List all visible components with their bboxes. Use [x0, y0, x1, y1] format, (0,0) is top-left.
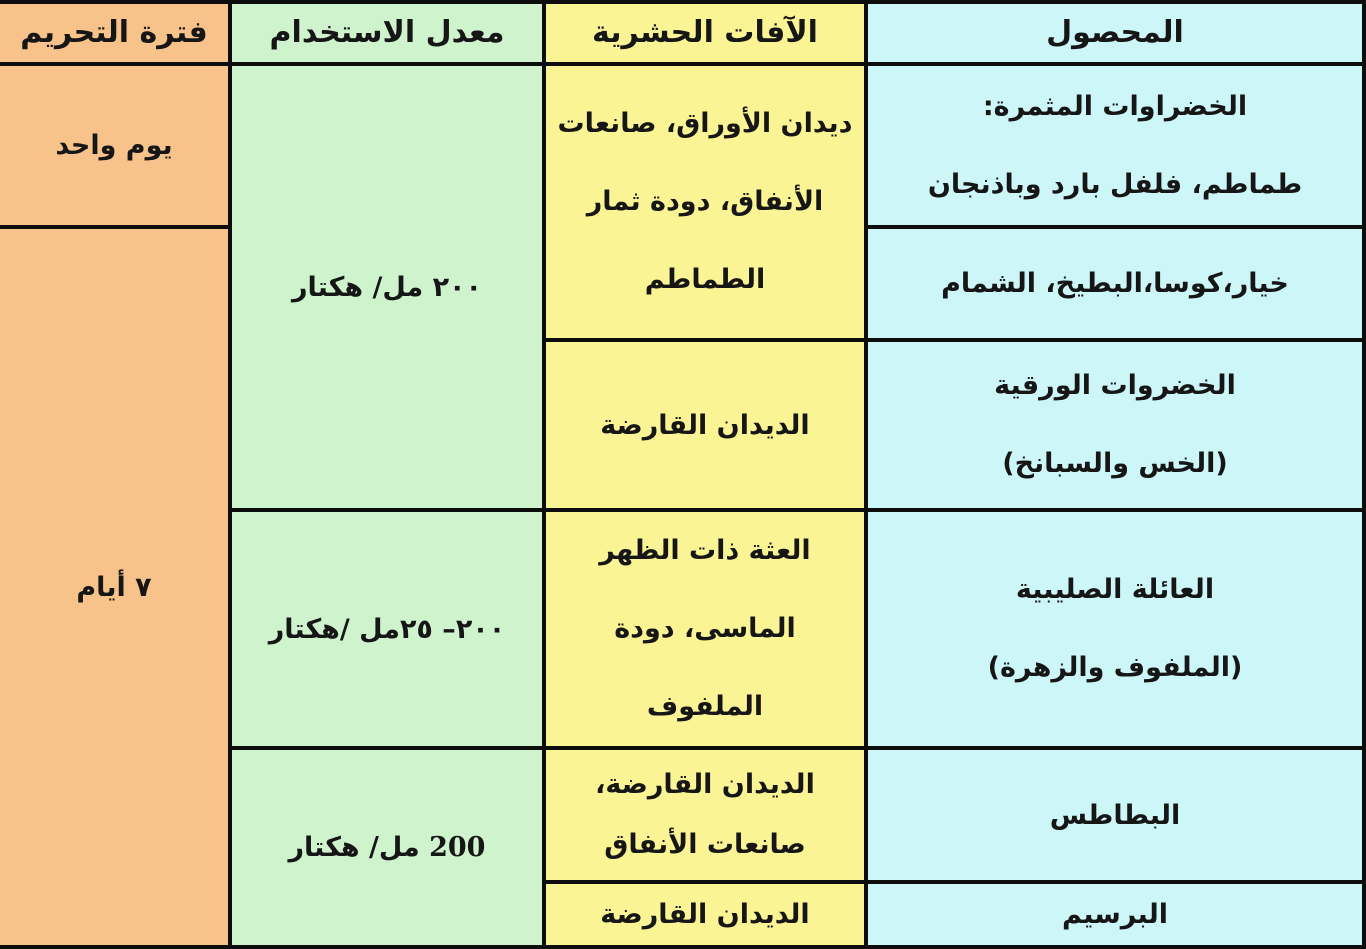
crop-leafy-title: الخضروات الورقية	[994, 370, 1236, 401]
cell-crop-clover: البرسيم	[866, 882, 1364, 947]
pests-crucifers-line2: الماسى، دودة الملفوف	[614, 613, 796, 722]
col-header-rate: معدل الاستخدام	[230, 2, 544, 64]
cell-rate-top: ٢٠٠ مل/ هكتار	[230, 64, 544, 510]
col-header-pests: الآفات الحشرية	[544, 2, 866, 64]
crop-fruiting-items: طماطم، فلفل بارد وباذنجان	[927, 168, 1303, 200]
cell-period-one-day: يوم واحد	[0, 64, 230, 227]
header-row	[0, 2, 1364, 64]
cell-period-seven-days: ٧ أيام	[0, 227, 230, 947]
pests-fruiting-line1: ديدان الأوراق، صانعات	[557, 108, 853, 139]
cell-pests-fruiting	[544, 64, 866, 340]
cell-pests-potato	[544, 748, 866, 882]
cell-crop-fruiting	[866, 64, 1364, 227]
cell-crop-crucifers	[866, 510, 1364, 748]
cell-pests-crucifers	[544, 510, 866, 748]
cell-crop-cucurbits: خيار،كوسا،البطيخ، الشمام	[866, 227, 1364, 340]
pests-fruiting-line3: الطماطم	[644, 264, 766, 295]
cell-pests-clover: الديدان القارضة	[544, 882, 866, 947]
crop-crucifers-items: (الملفوف والزهرة)	[987, 652, 1243, 683]
cell-crop-potato: البطاطس	[866, 748, 1364, 882]
pests-fruiting-line2: الأنفاق، دودة ثمار	[586, 186, 824, 217]
col-header-period: فترة التحريم	[0, 2, 230, 64]
col-header-crop: المحصول	[866, 2, 1364, 64]
crop-fruiting-title: الخضراوات المثمرة:	[982, 90, 1248, 122]
pests-potato-line2: صانعات الأنفاق	[604, 829, 806, 860]
crop-crucifers-title: العائلة الصليبية	[1015, 574, 1215, 605]
pests-crucifers-line1: العثة ذات الظهر	[599, 535, 811, 566]
pests-potato-line1: الديدان القارضة،	[595, 769, 815, 800]
row-fruiting-vegetables	[0, 64, 1364, 227]
cell-crop-leafy	[866, 340, 1364, 510]
cell-pests-leafy: الديدان القارضة	[544, 340, 866, 510]
cell-rate-bottom: 200 مل/ هكتار	[230, 748, 544, 947]
cell-rate-crucifers: ٢٠٠– ٢٥مل /هكتار	[230, 510, 544, 748]
crop-leafy-items: (الخس والسبانخ)	[1002, 448, 1228, 479]
